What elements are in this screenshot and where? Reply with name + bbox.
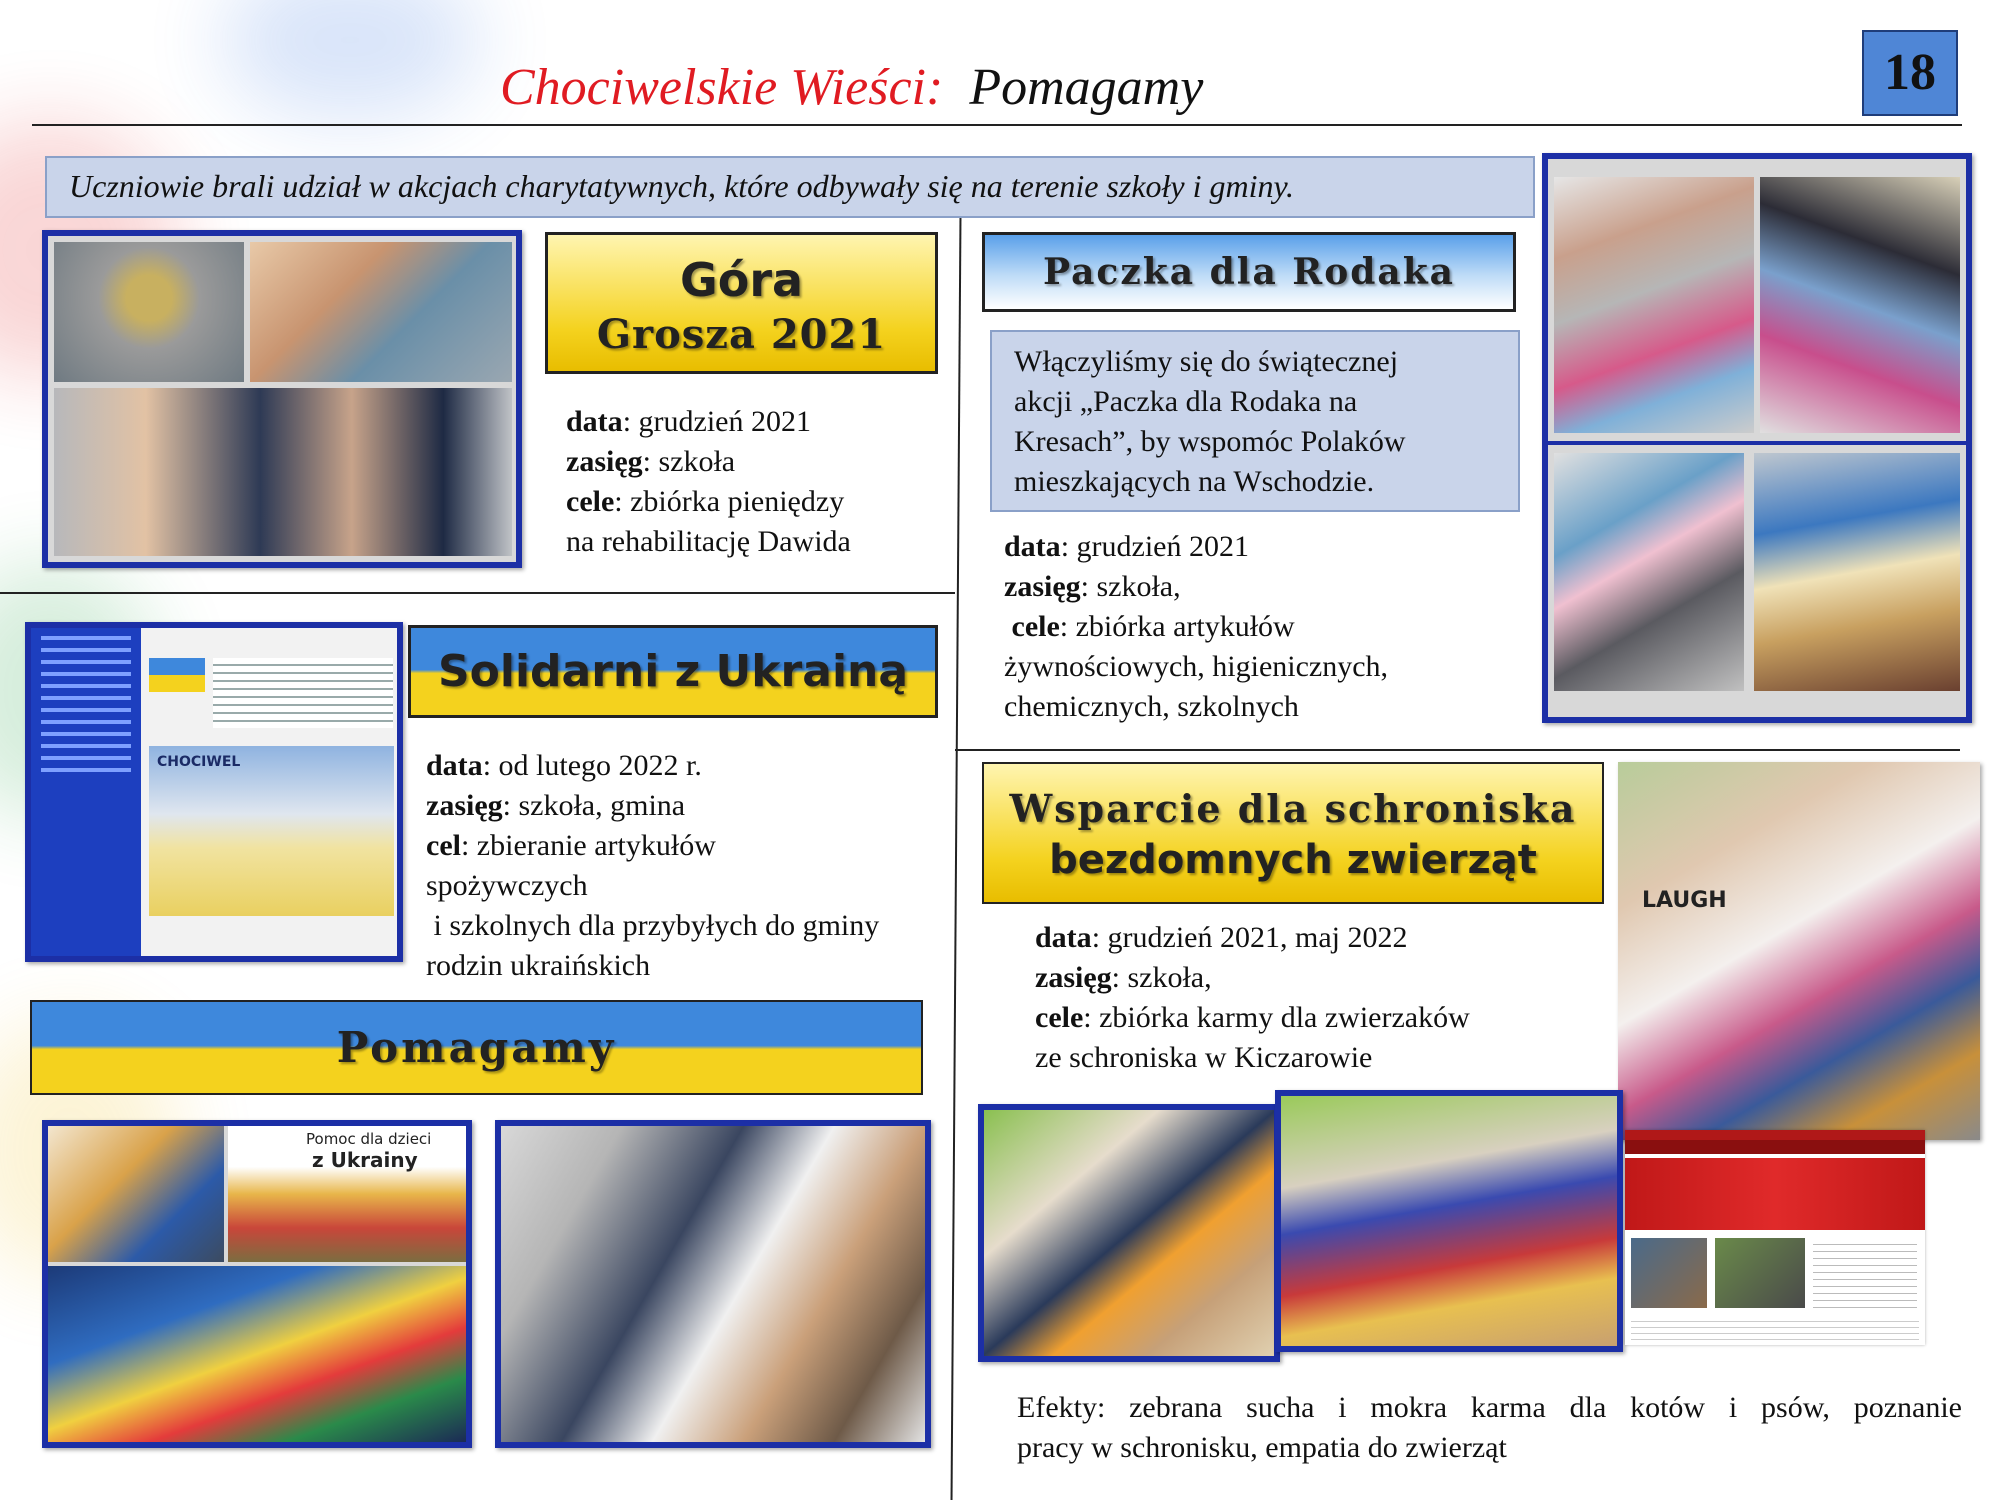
data-label: data [1004, 530, 1061, 563]
description-line: mieszkających na Wschodzie. [1014, 465, 1375, 498]
website-sidebar [31, 628, 141, 956]
dog-photo [1631, 1238, 1707, 1308]
zasieg-label: zasięg [566, 445, 643, 478]
pet-food-table-photo [1275, 1090, 1623, 1352]
description-line: Kresach”, by wspomóc Polaków [1014, 425, 1406, 458]
solidarni-title-text: Solidarni z Ukrainą [437, 646, 909, 697]
gora-grosza-photo-collage [42, 230, 522, 568]
zasieg-value: : szkoła, [1080, 570, 1181, 603]
gora-grosza-info [566, 402, 946, 562]
pomagamy-banner [30, 1000, 923, 1095]
effects-line: pracy w schronisku, empatia do zwierząt [1017, 1431, 1507, 1464]
boys-with-pet-food-photo [978, 1104, 1280, 1362]
section-divider [0, 592, 955, 594]
shirt-text: LAUGH [1642, 888, 1727, 913]
zasieg-label: zasięg [1035, 961, 1112, 994]
pet-food-bags-photo [984, 1110, 1274, 1356]
coins-photo [54, 242, 244, 382]
cel-label: cel [426, 829, 461, 862]
school-supplies-photo [48, 1266, 466, 1442]
ukraine-help-photos-left [42, 1120, 472, 1448]
shelter-website-screenshot [1625, 1130, 1925, 1345]
effects-line: Efekty: zebrana sucha i mokra karma dla kotów i psów, poznanie [1017, 1391, 1962, 1424]
children-packing-photo [1554, 177, 1754, 433]
paczka-title-text: Paczka dla Rodaka [1043, 251, 1455, 293]
cele-value-continued: ze schroniska w Kiczarowie [1035, 1041, 1373, 1074]
cele-value-continued: na rehabilitację Dawida [566, 525, 851, 558]
column-divider [951, 218, 962, 1500]
cel-value-continued: i szkolnych dla przybyłych do gminy [426, 909, 880, 942]
data-label: data [566, 405, 623, 438]
zasieg-value: : szkoła, gmina [502, 789, 686, 822]
cel-value: : zbieranie artykułów [460, 829, 716, 862]
box-sign-line1: Pomoc dla dzieci [306, 1130, 432, 1148]
zasieg-value: : szkoła [642, 445, 736, 478]
pomagamy-title-text: Pomagamy [336, 1023, 617, 1072]
school-website-screenshot [25, 622, 403, 962]
gora-title-line1: Góra [679, 253, 804, 307]
solidarni-info [426, 746, 946, 986]
section-name: Pomagamy [969, 59, 1204, 116]
data-value: : grudzień 2021 [1060, 530, 1249, 563]
paczka-description [990, 330, 1520, 512]
background-decoration [220, 0, 480, 120]
collage-divider [1548, 441, 1966, 445]
website-sidebar-text [1813, 1238, 1917, 1308]
pet-food-pile-photo [1281, 1096, 1617, 1346]
schronisko-info [1035, 918, 1595, 1078]
dog-photo [1715, 1238, 1805, 1308]
packages-photo [1554, 453, 1744, 691]
schronisko-effects [1017, 1388, 1962, 1468]
box-sign-line2: z Ukrainy [312, 1148, 418, 1172]
paczka-info [1004, 527, 1524, 727]
data-value: : grudzień 2021, maj 2022 [1091, 921, 1408, 954]
school-sign-text: CHOCIWEL [157, 754, 241, 770]
children-photo [250, 242, 512, 382]
cele-label: cele [1035, 1001, 1084, 1034]
school-bag-photo [48, 1126, 224, 1262]
page-title: Chociwelskie Wieści: Pomagamy [500, 59, 1204, 116]
page-number: 18 [1862, 30, 1958, 116]
website-banner [1625, 1158, 1925, 1230]
website-header [1625, 1130, 1925, 1140]
cele-label: cele [566, 485, 615, 518]
pet-food-photo [1618, 762, 1980, 1140]
children-with-boxes-photo [501, 1126, 925, 1442]
ukraine-flag-thumbnail [149, 658, 205, 692]
website-footer-text [1631, 1316, 1919, 1340]
article-text [213, 658, 393, 728]
data-label: data [1035, 921, 1092, 954]
cele-value: : zbiórka pieniędzy [614, 485, 845, 518]
schronisko-title [982, 762, 1604, 904]
paczka-title [982, 232, 1516, 312]
cel-value-continued: rodzin ukraińskich [426, 949, 651, 982]
header-divider [32, 124, 1962, 126]
gora-grosza-title [545, 232, 938, 374]
girls-with-pet-food-photo [1618, 762, 1980, 1140]
cele-value-continued: chemicznych, szkolnych [1004, 690, 1299, 723]
zasieg-label: zasięg [426, 789, 503, 822]
gora-title-line2: Grosza 2021 [596, 311, 887, 358]
donation-box-photo [228, 1126, 466, 1262]
description-line: akcji „Paczka dla Rodaka na [1014, 385, 1358, 418]
schronisko-title-line2: bezdomnych zwierząt [1049, 837, 1537, 883]
children-with-coins-photo [54, 388, 512, 556]
cele-value: : zbiórka karmy dla zwierzaków [1083, 1001, 1470, 1034]
data-label: data [426, 749, 483, 782]
cele-value-continued: żywnościowych, higienicznych, [1004, 650, 1389, 683]
section-divider [955, 749, 1960, 751]
intro-box: Uczniowie brali udział w akcjach charytatywnych, które odbywały się na terenie szkoły i gminy. [45, 156, 1535, 218]
boy-packing-photo [1760, 177, 1960, 433]
food-box-photo [1754, 453, 1960, 691]
zasieg-label: zasięg [1004, 570, 1081, 603]
data-value: : od lutego 2022 r. [482, 749, 702, 782]
website-nav [1625, 1140, 1925, 1154]
zasieg-value: : szkoła, [1111, 961, 1212, 994]
description-line: Włączyliśmy się do świątecznej [1014, 345, 1399, 378]
data-value: : grudzień 2021 [622, 405, 811, 438]
schronisko-title-line1: Wsparcie dla schroniska [1009, 786, 1577, 831]
solidarni-title [408, 625, 938, 718]
cele-value: : zbiórka artykułów [1059, 610, 1295, 643]
cel-value-continued: spożywczych [426, 869, 588, 902]
school-board-photo [149, 746, 394, 916]
paczka-photo-collage [1542, 153, 1972, 723]
magazine-name: Chociwelskie Wieści [500, 59, 927, 116]
ukraine-help-photos-right [495, 1120, 931, 1448]
cele-label: cele [1011, 610, 1060, 643]
